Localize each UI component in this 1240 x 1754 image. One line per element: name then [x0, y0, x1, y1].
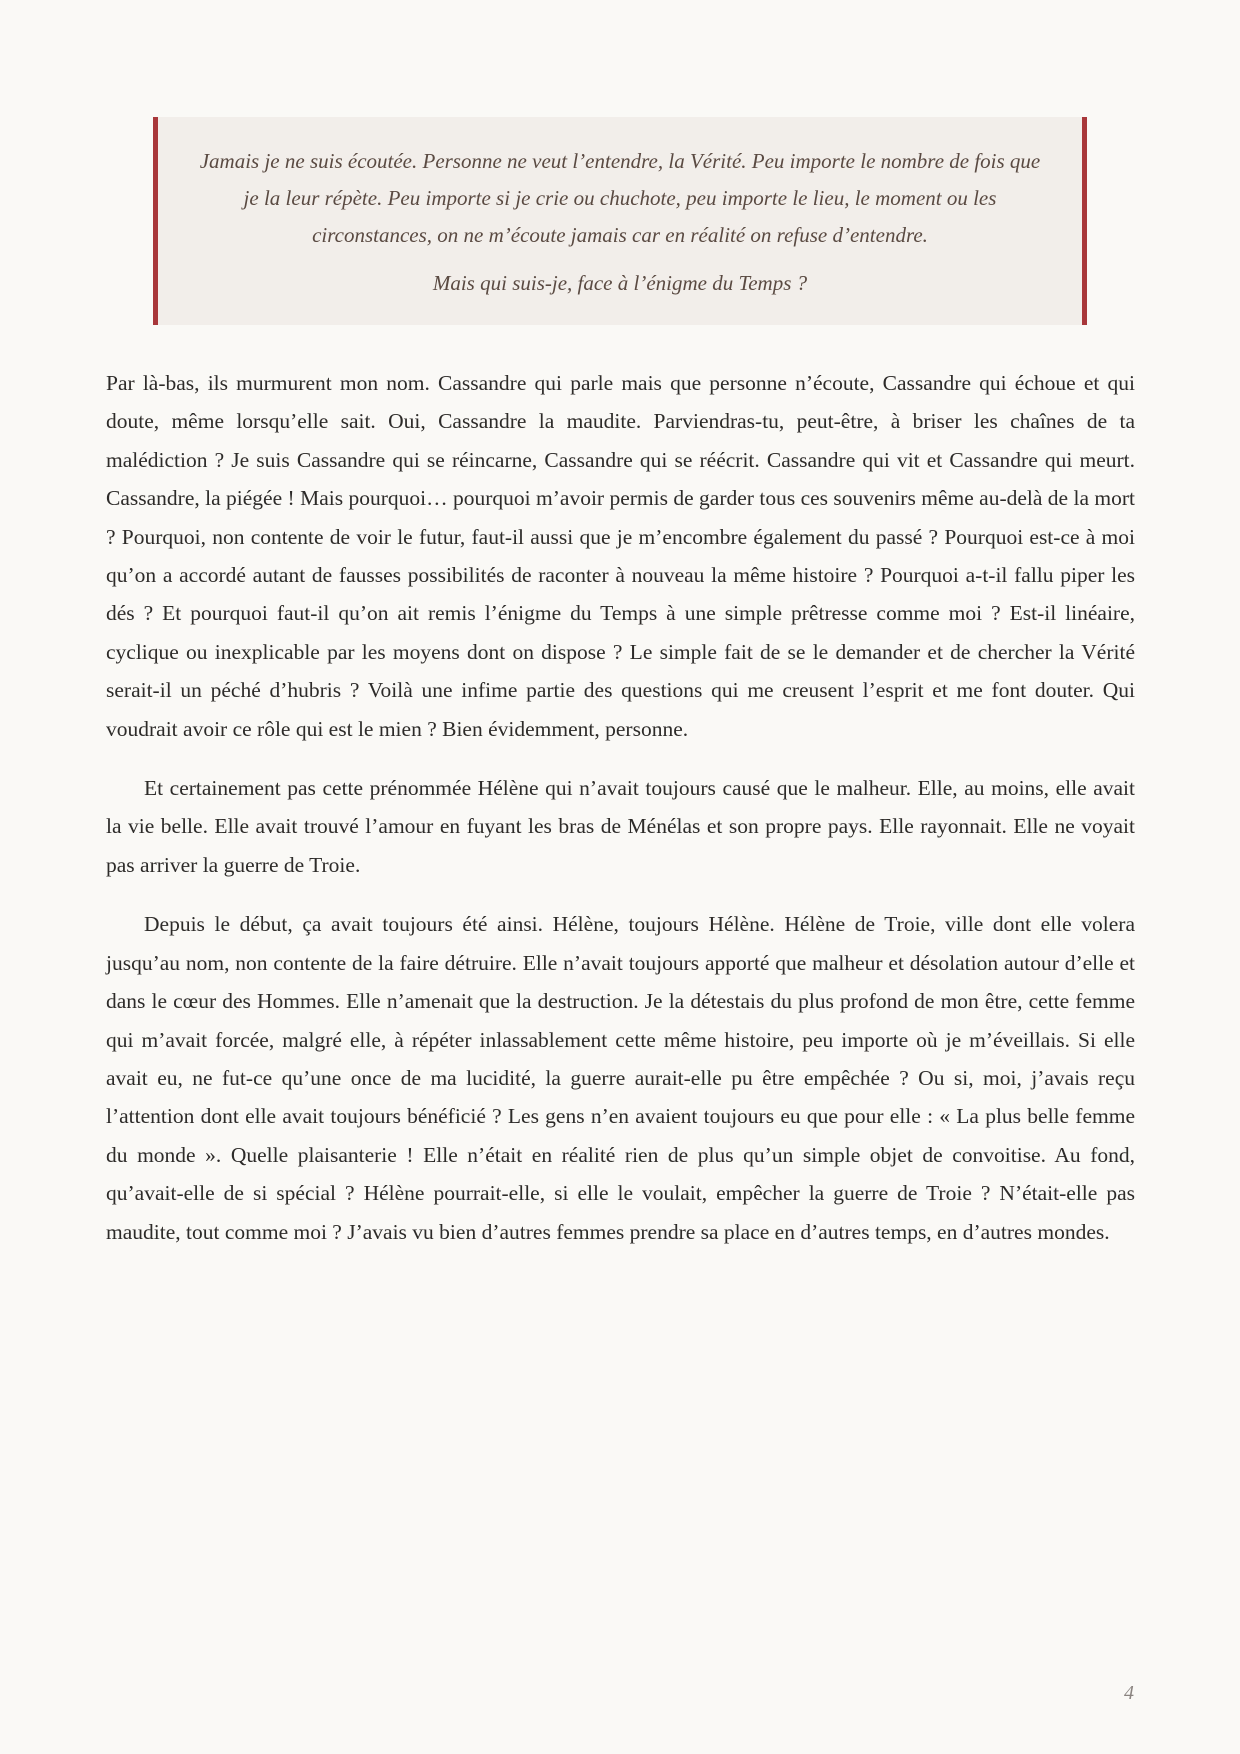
paragraph-3: Depuis le début, ça avait toujours été ainsi. Hélène, toujours Hélène. Hélène de Troie, ville dont elle volera jusqu’au nom, non contente de la faire détruire. Elle n’avait toujours apporté que malheur et désolation autour d’elle et dans le cœur des Hommes. Elle n’amenait que la destruction. Je la détestais du plus profond de mon être, cette femme qui m’avait forcée, malgré elle, à répéter inlassablement cette même histoire, peu importe où je m’éveillais. Si elle avait eu, ne fut-ce qu’une once de ma lucidité, la guerre aurait-elle pu être empêchée ? Ou si, moi, j’avais reçu l’attention dont elle avait toujours bénéficié ? Les gens n’en avaient toujours eu que pour elle : « La plus belle femme du monde ». Quelle plaisanterie ! Elle n’était en réalité rien de plus qu’un simple objet de convoitise. Au fond, qu’avait-elle de si spécial ? Hélène pourrait-elle, si elle le voulait, empêcher la guerre de Troie ? N’était-elle pas maudite, tout comme moi ? J’avais vu bien d’autres femmes prendre sa place en d’autres temps, en d’autres mondes.	[106, 912, 1135, 1244]
page-number: 4	[1124, 1682, 1134, 1704]
epigraph-text: Jamais je ne suis écoutée. Personne ne veut l’entendre, la Vérité. Peu importe le nombre de fois que je la leur répète. Peu importe si je crie ou chuchote, peu importe le lieu, le moment ou les circonstances, on ne m’écoute jamais car en réalité on refuse d’entendre.	[199, 149, 1041, 247]
epigraph-question: Mais qui suis-je, face à l’énigme du Temps ?	[432, 271, 808, 295]
paragraph-2: Et certainement pas cette prénommée Hélène qui n’avait toujours causé que le malheur. Elle, au moins, elle avait la vie belle. Elle avait trouvé l’amour en fuyant les bras de Ménélas et son propre pays. Elle rayonnait. Elle ne voyait pas arriver la guerre de Troie.	[106, 776, 1135, 877]
epigraph-quote-box	[153, 117, 1087, 325]
body-text	[106, 364, 1135, 1251]
paragraph-1: Par là-bas, ils murmurent mon nom. Cassandre qui parle mais que personne n’écoute, Cassandre qui échoue et qui doute, même lorsqu’elle sait. Oui, Cassandre la maudite. Parviendras-tu, peut-être, à briser les chaînes de ta malédiction ? Je suis Cassandre qui se réincarne, Cassandre qui se réécrit. Cassandre qui vit et Cassandre qui meurt. Cassandre, la piégée ! Mais pourquoi… pourquoi m’avoir permis de garder tous ces souvenirs même au-delà de la mort ? Pourquoi, non contente de voir le futur, faut-il aussi que je m’encombre également du passé ? Pourquoi est-ce à moi qu’on a accordé autant de fausses possibilités de raconter à nouveau la même histoire ? Pourquoi a-t-il fallu piper les dés ? Et pourquoi faut-il qu’on ait remis l’énigme du Temps à une simple prêtresse comme moi ? Est-il linéaire, cyclique ou inexplicable par les moyens dont on dispose ? Le simple fait de se le demander et de chercher la Vérité serait-il un péché d’hubris ? Voilà une infime partie des questions qui me creusent l’esprit et me font douter. Qui voudrait avoir ce rôle qui est le mien ? Bien évidemment, personne.	[106, 371, 1135, 741]
